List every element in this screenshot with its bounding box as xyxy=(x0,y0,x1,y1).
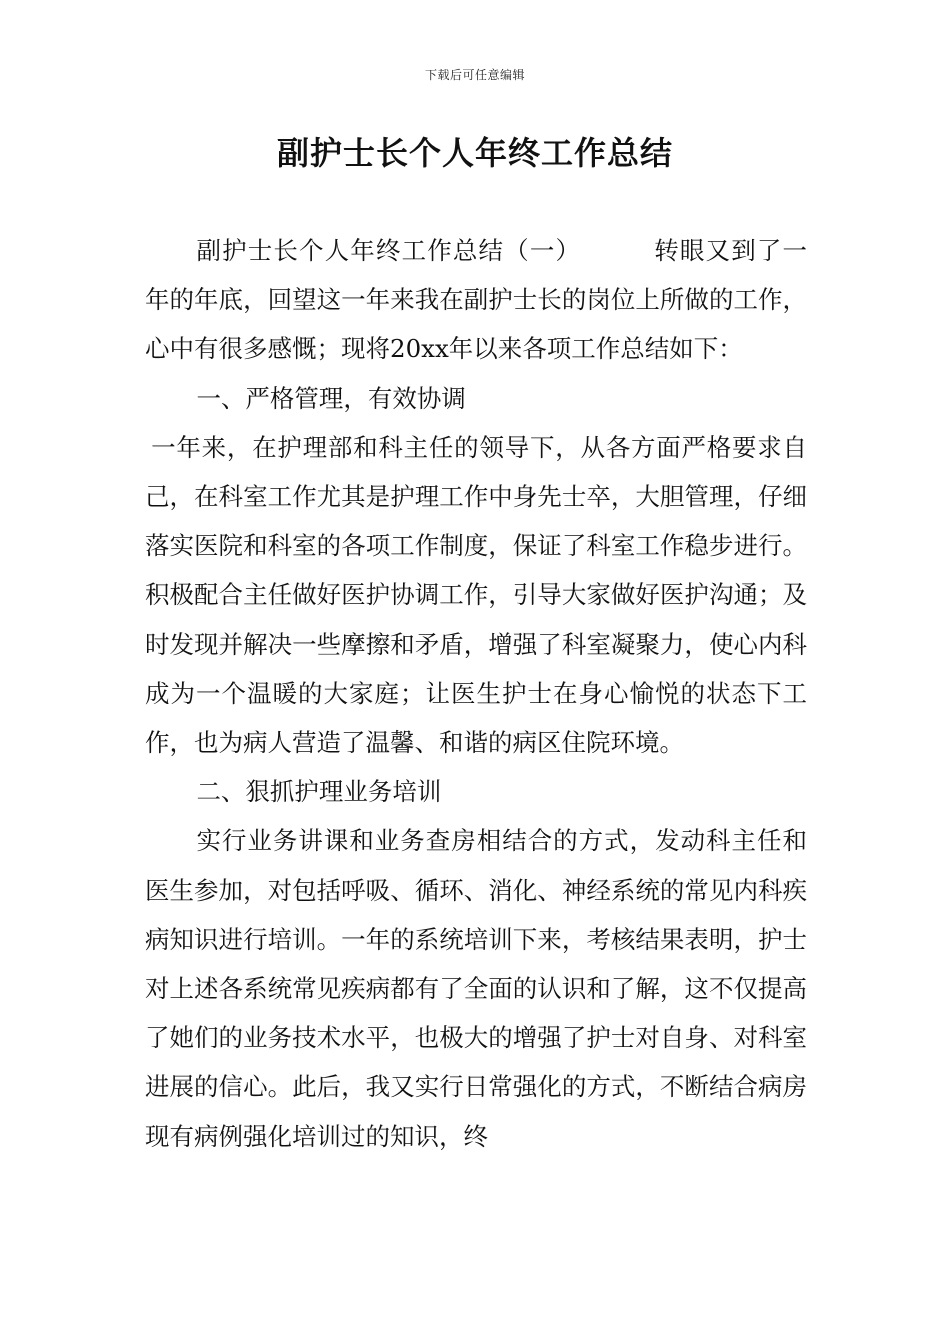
header-note: 下载后可任意编辑 xyxy=(424,68,525,82)
intro-heading: 副护士长个人年终工作总结（一） xyxy=(196,236,582,265)
section2-paragraph: 实行业务讲课和业务查房相结合的方式，发动科主任和医生参加，对包括呼吸、循环、消化、神经系统的常见内科疾病知识进行培训。一年的系统培训下来，考核结果表明，护士对上述各系统常见疾病都有了全面的认识和了解，这不仅提高了她们的业务技术水平，也极大的增强了护士对自身、对科室进展的信心。此后，我又实行日常强化的方式，不断结合病房现有病例强化培训过的知识，终 xyxy=(145,826,807,1151)
intro-text: 转眼又到了一年的年底，回望这一年来我在副护士长的岗位上所做的工作，心中有很多感慨；现将20xx年以来各项工作总结如下： xyxy=(145,236,807,364)
section1-heading: 一、严格管理，有效协调 xyxy=(196,383,466,413)
section2-heading: 二、狠抓护理业务培训 xyxy=(196,777,442,807)
intro-paragraph xyxy=(145,226,807,374)
document-title: 副护士长个人年终工作总结 xyxy=(276,134,673,172)
document-body xyxy=(145,226,807,1161)
section1-paragraph: 一年来，在护理部和科主任的领导下，从各方面严格要求自己，在科室工作尤其是护理工作中身先士卒，大胆管理，仔细落实医院和科室的各项工作制度，保证了科室工作稳步进行。积极配合主任做好医护协调工作，引导大家做好医护沟通；及时发现并解决一些摩擦和矛盾，增强了科室凝聚力，使心内科成为一个温暖的大家庭；让医生护士在身心愉悦的状态下工作，也为病人营造了温馨、和谐的病区住院环境。 xyxy=(145,432,807,758)
